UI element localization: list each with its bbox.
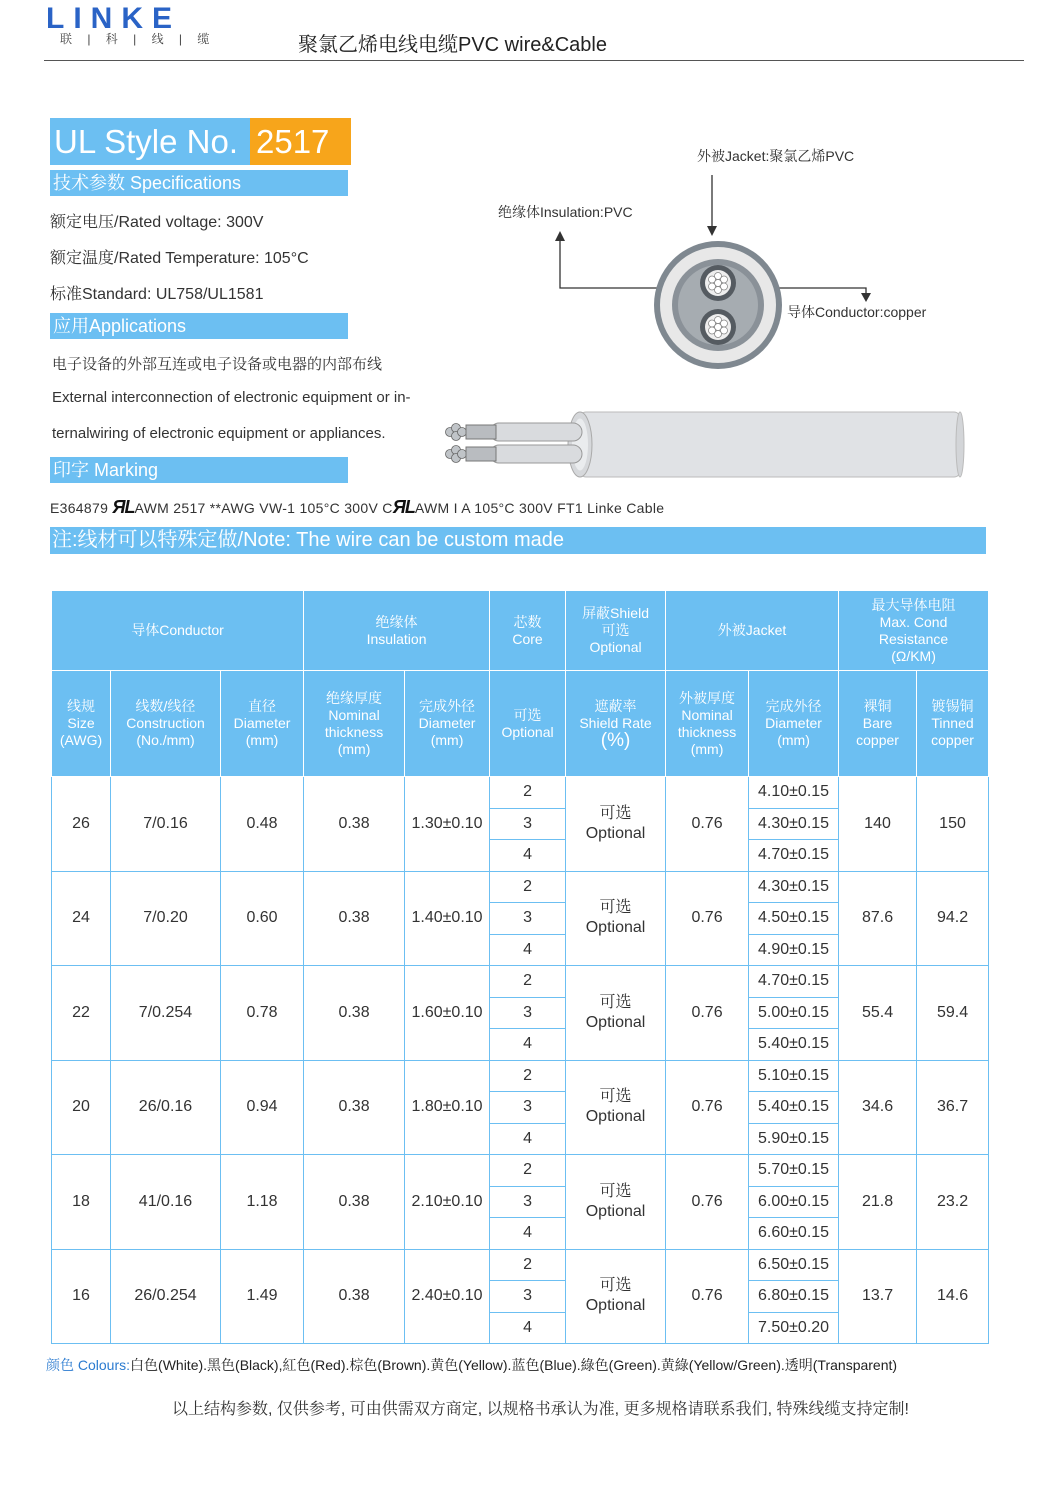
header-conductor: 导体Conductor (52, 591, 304, 671)
cell-jacket-thickness: 0.76 (666, 1249, 749, 1344)
subheader-ins-thick-line: Nominal (328, 706, 380, 723)
table-row (52, 777, 989, 809)
cell-jacket-diameter: 6.60±0.15 (749, 1218, 839, 1250)
cell-jacket-diameter: 4.70±0.15 (749, 840, 839, 872)
cell-jacket-diameter: 6.50±0.15 (749, 1249, 839, 1281)
subheader-shield-rate (566, 671, 666, 777)
cell-jacket-diameter: 7.50±0.20 (749, 1312, 839, 1344)
applications-en-1: External interconnection of electronic equipment or in- (52, 389, 411, 406)
page-title: 聚氯乙烯电线电缆PVC wire&Cable (298, 34, 607, 56)
cell-jacket-diameter: 4.30±0.15 (749, 871, 839, 903)
shield-optional-cn: 可选 (599, 804, 632, 822)
cell-bare-copper: 34.6 (839, 1060, 917, 1155)
cell-shield-rate (566, 1155, 666, 1250)
shield-optional-en: Optional (585, 919, 646, 937)
cell-jacket-diameter: 5.40±0.15 (749, 1092, 839, 1124)
brand-logo-subtitle: 联 | 科 | 线 | 缆 (60, 32, 216, 46)
rated-voltage: 额定电压/Rated voltage: 300V (50, 214, 264, 231)
cell-insulation-thickness: 0.38 (304, 1155, 405, 1250)
header-insulation-en: Insulation (366, 630, 427, 647)
cell-jacket-diameter: 5.10±0.15 (749, 1060, 839, 1092)
header-resistance-2: Max. Cond (879, 613, 948, 630)
subheader-core-opt-line: Optional (501, 723, 554, 740)
cell-jacket-thickness: 0.76 (666, 1060, 749, 1155)
cell-insulation-diameter: 2.40±0.10 (405, 1249, 490, 1344)
cell-jacket-diameter: 5.40±0.15 (749, 1029, 839, 1061)
shield-optional-cn: 可选 (599, 1088, 632, 1106)
cell-tinned-copper: 150 (917, 777, 989, 872)
subheader-ins-od (405, 671, 490, 777)
ul-style-title (50, 118, 351, 165)
ul-logo-icon: ЯL (392, 497, 415, 517)
applications-cn: 电子设备的外部互连或电子设备或电器的内部布线 (52, 356, 383, 373)
subheader-bare-line: copper (856, 732, 899, 748)
cell-size: 22 (52, 966, 111, 1061)
cell-jacket-diameter: 6.00±0.15 (749, 1186, 839, 1218)
subheader-jacket-thick-line: thickness (677, 723, 737, 740)
cell-tinned-copper: 59.4 (917, 966, 989, 1061)
shield-optional-en: Optional (585, 1013, 646, 1031)
insulation-label: 绝缘体Insulation:PVC (498, 204, 633, 220)
cell-construction: 26/0.16 (111, 1060, 221, 1155)
cell-size: 26 (52, 777, 111, 872)
cell-insulation-thickness: 0.38 (304, 1060, 405, 1155)
header-jacket: 外被Jacket (666, 591, 839, 671)
subheader-jacket-thick-line: Nominal (681, 706, 733, 723)
cell-shield-rate (566, 1060, 666, 1155)
subheader-shield-rate-line: (%) (600, 730, 631, 751)
cell-diameter: 0.78 (221, 966, 304, 1061)
cell-jacket-diameter: 5.70±0.15 (749, 1155, 839, 1187)
table-row (52, 1060, 989, 1092)
cell-tinned-copper: 14.6 (917, 1249, 989, 1344)
marking-awm-ca: AWM I A 105°C 300V FT1 Linke Cable (414, 500, 665, 516)
ul-style-number: 2517 (250, 118, 351, 165)
colours-line (46, 1355, 897, 1375)
subheader-core-opt (490, 671, 566, 777)
brand-logo: LINKE (46, 2, 181, 35)
cell-core: 3 (490, 1092, 566, 1124)
header-resistance-1: 最大导体电阻 (871, 596, 956, 613)
header-core (490, 591, 566, 671)
subheader-jacket-od-line: 完成外径 (765, 698, 822, 714)
cell-shield-rate (566, 777, 666, 872)
cell-core: 4 (490, 840, 566, 872)
cell-insulation-diameter: 1.60±0.10 (405, 966, 490, 1061)
header-resistance-4: (Ω/KM) (891, 647, 936, 664)
cell-diameter: 1.49 (221, 1249, 304, 1344)
cell-core: 3 (490, 903, 566, 935)
subheader-construction-line: 线数/线径 (135, 698, 196, 714)
colours-values: 白色(White).黑色(Black),紅色(Red).棕色(Brown).黄色(Yellow).蓝色(Blue).綠色(Green).黄綠(Yellow/Green).透明(Transparent) (130, 1357, 898, 1373)
cell-core: 2 (490, 871, 566, 903)
cell-insulation-thickness: 0.38 (304, 966, 405, 1061)
cell-bare-copper: 140 (839, 777, 917, 872)
cell-diameter: 0.94 (221, 1060, 304, 1155)
rated-temperature: 额定温度/Rated Temperature: 105°C (50, 250, 309, 267)
subheader-construction-line: (No./mm) (136, 732, 195, 748)
header-shield-2: 可选 (601, 622, 630, 638)
subheader-ins-od-line: (mm) (430, 732, 464, 748)
subheader-jacket-od (749, 671, 839, 777)
subheader-ins-thick (304, 671, 405, 777)
cell-size: 24 (52, 871, 111, 966)
cell-size: 20 (52, 1060, 111, 1155)
header-insulation (304, 591, 490, 671)
cell-core: 3 (490, 1186, 566, 1218)
table-row (52, 966, 989, 998)
subheader-ins-od-line: Diameter (418, 715, 476, 731)
shield-optional-en: Optional (585, 824, 646, 842)
cell-core: 4 (490, 1312, 566, 1344)
marking-awm: AWM 2517 **AWG VW-1 105°C 300V C (134, 500, 393, 516)
cell-insulation-diameter: 2.10±0.10 (405, 1155, 490, 1250)
marking-file-number: E364879 (50, 500, 113, 516)
cell-bare-copper: 87.6 (839, 871, 917, 966)
cell-shield-rate (566, 871, 666, 966)
cell-bare-copper: 13.7 (839, 1249, 917, 1344)
subheader-diameter-line: 直径 (248, 698, 277, 714)
cell-jacket-diameter: 6.80±0.15 (749, 1281, 839, 1313)
subheader-construction-line: Construction (126, 715, 205, 731)
cell-core: 4 (490, 1218, 566, 1250)
colours-label: 颜色 Colours: (46, 1357, 131, 1373)
subheader-shield-rate-line: Shield Rate (579, 715, 652, 731)
applications-heading: 应用Applications (50, 313, 348, 339)
jacket-label: 外被Jacket:聚氯乙烯PVC (697, 148, 855, 164)
header-core-cn: 芯数 (513, 613, 542, 630)
conductor-label: 导体Conductor:copper (787, 304, 927, 320)
header-resistance-3: Resistance (878, 630, 949, 647)
subheader-ins-od-line: 完成外径 (419, 698, 476, 714)
cell-core: 2 (490, 777, 566, 809)
cell-insulation-diameter: 1.80±0.10 (405, 1060, 490, 1155)
sub-header-row (52, 671, 989, 777)
subheader-tinned-line: Tinned (931, 715, 974, 731)
subheader-core-opt-line: 可选 (513, 706, 542, 723)
cell-insulation-thickness: 0.38 (304, 871, 405, 966)
cell-insulation-thickness: 0.38 (304, 1249, 405, 1344)
header-core-en: Core (512, 630, 543, 647)
cell-jacket-thickness: 0.76 (666, 1155, 749, 1250)
table-row (52, 1155, 989, 1187)
ul-logo-icon: ЯL (112, 497, 135, 517)
subheader-tinned-line: copper (931, 732, 974, 748)
cell-jacket-diameter: 5.00±0.15 (749, 997, 839, 1029)
shield-optional-en: Optional (585, 1108, 646, 1126)
cell-shield-rate (566, 1249, 666, 1344)
cell-jacket-diameter: 4.70±0.15 (749, 966, 839, 998)
subheader-construction (111, 671, 221, 777)
subheader-size-line: (AWG) (59, 732, 103, 748)
shield-optional-cn: 可选 (599, 1277, 632, 1295)
cell-jacket-thickness: 0.76 (666, 871, 749, 966)
cell-diameter: 0.60 (221, 871, 304, 966)
subheader-size-line: 线规 (67, 698, 95, 714)
cell-bare-copper: 55.4 (839, 966, 917, 1061)
cell-construction: 7/0.20 (111, 871, 221, 966)
cell-bare-copper: 21.8 (839, 1155, 917, 1250)
subheader-size-line: Size (67, 715, 95, 731)
cell-core: 3 (490, 1281, 566, 1313)
subheader-jacket-thick-line: (mm) (690, 740, 724, 757)
footnote: 以上结构参数, 仅供参考, 可由供需双方商定, 以规格书承认为准, 更多规格请联系我们, 特殊线缆支持定制! (172, 1401, 909, 1418)
shield-optional-cn: 可选 (599, 993, 632, 1011)
subheader-bare-line: Bare (862, 715, 893, 731)
header-resistance (839, 591, 989, 671)
custom-note-banner: 注:线材可以特殊定做/Note: The wire can be custom made (50, 527, 986, 554)
header-divider (44, 60, 1024, 61)
cell-diameter: 1.18 (221, 1155, 304, 1250)
cell-core: 2 (490, 1060, 566, 1092)
cell-core: 3 (490, 808, 566, 840)
cell-construction: 26/0.254 (111, 1249, 221, 1344)
cell-core: 4 (490, 1029, 566, 1061)
cell-core: 2 (490, 1249, 566, 1281)
subheader-bare-line: 裸铜 (863, 698, 892, 714)
marking-text (50, 497, 664, 518)
cell-jacket-diameter: 5.90±0.15 (749, 1123, 839, 1155)
specification-table (51, 590, 989, 1344)
specifications-heading: 技术参数 Specifications (50, 170, 348, 196)
cell-jacket-diameter: 4.30±0.15 (749, 808, 839, 840)
cell-insulation-diameter: 1.40±0.10 (405, 871, 490, 966)
cell-construction: 7/0.254 (111, 966, 221, 1061)
cable-cross-section-diagram (430, 140, 990, 490)
subheader-diameter-line: (mm) (245, 732, 279, 748)
cell-core: 3 (490, 997, 566, 1029)
subheader-size (52, 671, 111, 777)
cell-insulation-thickness: 0.38 (304, 777, 405, 872)
cell-core: 2 (490, 1155, 566, 1187)
subheader-ins-thick-line: 绝缘厚度 (326, 689, 383, 706)
cell-insulation-diameter: 1.30±0.10 (405, 777, 490, 872)
header-shield-3: Optional (589, 639, 642, 655)
cell-size: 18 (52, 1155, 111, 1250)
ul-style-label: UL Style No. (50, 118, 250, 165)
cell-core: 2 (490, 966, 566, 998)
subheader-jacket-od-line: (mm) (777, 732, 810, 748)
subheader-ins-thick-line: (mm) (337, 740, 371, 757)
cell-jacket-thickness: 0.76 (666, 966, 749, 1061)
applications-en-2: ternalwiring of electronic equipment or appliances. (52, 425, 386, 442)
marking-heading: 印字 Marking (50, 457, 348, 483)
shield-optional-en: Optional (585, 1297, 646, 1315)
cell-jacket-thickness: 0.76 (666, 777, 749, 872)
cell-construction: 7/0.16 (111, 777, 221, 872)
header-shield (566, 591, 666, 671)
cell-construction: 41/0.16 (111, 1155, 221, 1250)
cell-core: 4 (490, 1123, 566, 1155)
table-row (52, 1249, 989, 1281)
table-row (52, 871, 989, 903)
subheader-jacket-thick-line: 外被厚度 (679, 689, 736, 706)
subheader-tinned-line: 镀锡铜 (931, 698, 974, 714)
subheader-jacket-od-line: Diameter (765, 715, 822, 731)
shield-optional-cn: 可选 (599, 1182, 632, 1200)
cell-tinned-copper: 36.7 (917, 1060, 989, 1155)
cell-shield-rate (566, 966, 666, 1061)
subheader-bare (839, 671, 917, 777)
standard: 标准Standard: UL758/UL1581 (50, 286, 264, 303)
subheader-diameter (221, 671, 304, 777)
subheader-ins-thick-line: thickness (324, 723, 384, 740)
subheader-diameter-line: Diameter (233, 715, 291, 731)
cell-jacket-diameter: 4.10±0.15 (749, 777, 839, 809)
shield-optional-cn: 可选 (599, 899, 632, 917)
cell-size: 16 (52, 1249, 111, 1344)
cell-tinned-copper: 94.2 (917, 871, 989, 966)
header-insulation-cn: 绝缘体 (375, 613, 418, 630)
shield-optional-en: Optional (585, 1202, 646, 1220)
cell-jacket-diameter: 4.90±0.15 (749, 934, 839, 966)
subheader-shield-rate-line: 遮蔽率 (594, 698, 637, 714)
cell-tinned-copper: 23.2 (917, 1155, 989, 1250)
cell-jacket-diameter: 4.50±0.15 (749, 903, 839, 935)
cell-diameter: 0.48 (221, 777, 304, 872)
subheader-tinned (917, 671, 989, 777)
header-shield-1: 屏蔽Shield (582, 605, 649, 621)
subheader-jacket-thick (666, 671, 749, 777)
cell-core: 4 (490, 934, 566, 966)
